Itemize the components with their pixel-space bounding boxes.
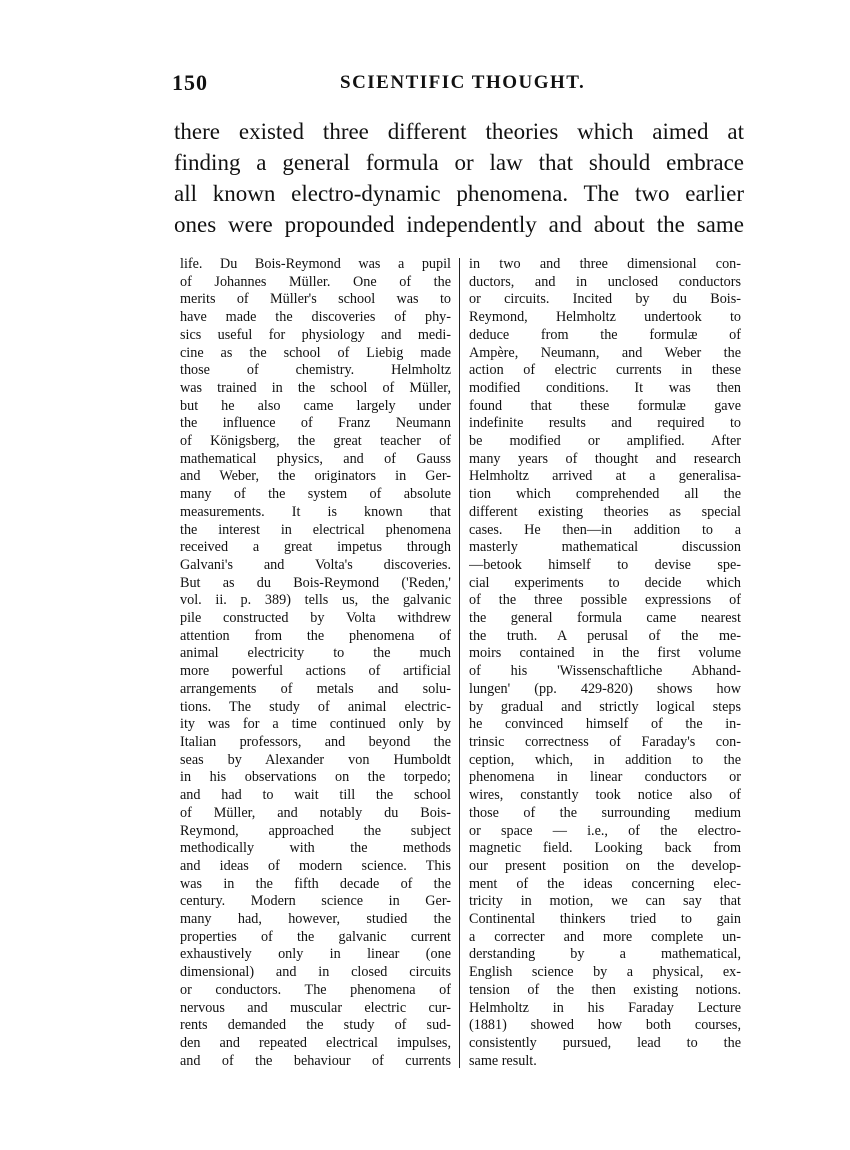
text-line: But as du Bois-Reymond ('Reden,' xyxy=(180,574,451,591)
text-line: of Johannes Müller. One of the xyxy=(180,273,451,290)
text-line: different existing theories as special xyxy=(469,503,741,520)
text-line: Helmholtz arrived at a generalisa- xyxy=(469,468,741,485)
text-line: lungen' (pp. 429-820) shows how xyxy=(469,680,741,697)
text-line: dimensional) and in closed circuits xyxy=(180,964,451,981)
text-line: tions. The study of animal electric- xyxy=(180,698,451,715)
text-line: found that these formulæ gave xyxy=(469,397,741,414)
text-line: arrangements of metals and solu- xyxy=(180,680,451,697)
page-number: 150 xyxy=(172,70,208,95)
text-line: and Weber, the originators in Ger- xyxy=(180,468,451,485)
text-line: cases. He then—in addition to a xyxy=(469,521,741,538)
text-line: Helmholtz in his Faraday Lecture xyxy=(469,999,741,1016)
text-line: English science by a physical, ex- xyxy=(469,964,741,981)
text-line: many had, however, studied the xyxy=(180,911,451,928)
text-line: life. Du Bois-Reymond was a pupil xyxy=(180,256,451,272)
text-line: ity was for a time continued only by xyxy=(180,716,451,733)
text-line: a correcter and more complete un- xyxy=(469,928,741,945)
text-line: and had to wait till the school xyxy=(180,787,451,804)
text-line: magnetic field. Looking back from xyxy=(469,840,741,857)
text-line: rents demanded the study of sud- xyxy=(180,1017,451,1034)
text-line: indefinite results and required to xyxy=(469,415,741,432)
text-line: den and repeated electrical impulses, xyxy=(180,1034,451,1051)
text-line: by gradual and strictly logical steps xyxy=(469,698,741,715)
text-line: Ampère, Neumann, and Weber the xyxy=(469,344,741,361)
running-title: SCIENTIFIC THOUGHT. xyxy=(340,72,586,93)
text-line: received a great impetus through xyxy=(180,539,451,556)
text-line: measurements. It is known that xyxy=(180,503,451,520)
intro-line: all known electro-dynamic phenomena. The two earlier xyxy=(174,181,744,206)
text-line: masterly mathematical discussion xyxy=(469,539,741,556)
text-line: properties of the galvanic current xyxy=(180,928,451,945)
intro-line: ones were propounded independently and about the same xyxy=(174,212,744,237)
text-line: Reymond, Helmholtz undertook to xyxy=(469,309,741,326)
text-line: the general formula came nearest xyxy=(469,610,741,627)
text-line: —betook himself to devise spe- xyxy=(469,556,741,573)
text-line: seas by Alexander von Humboldt xyxy=(180,751,451,768)
text-line: (1881) showed how both courses, xyxy=(469,1017,741,1034)
text-line: vol. ii. p. 389) tells us, the galvanic xyxy=(180,592,451,609)
text-line: of Königsberg, the great teacher of xyxy=(180,433,451,450)
text-line: our present position on the develop- xyxy=(469,857,741,874)
text-line: pile constructed by Volta withdrew xyxy=(180,610,451,627)
text-line: Continental thinkers tried to gain xyxy=(469,911,741,928)
text-line: have made the discoveries of phy- xyxy=(180,309,451,326)
text-line: mathematical physics, and of Gauss xyxy=(180,450,451,467)
text-line: many of the system of absolute xyxy=(180,486,451,503)
text-line: or space — i.e., of the electro- xyxy=(469,822,741,839)
text-line: or circuits. Incited by du Bois- xyxy=(469,291,741,308)
text-line: merits of Müller's school was to xyxy=(180,291,451,308)
text-line: sics useful for physiology and medi- xyxy=(180,326,451,343)
text-line: and of the behaviour of currents xyxy=(180,1052,451,1069)
text-line: or conductors. The phenomena of xyxy=(180,981,451,998)
text-line: those of the surrounding medium xyxy=(469,804,741,821)
text-line: ception, which, in addition to the xyxy=(469,751,741,768)
text-line: derstanding by a mathematical, xyxy=(469,946,741,963)
text-line: deduce from the formulæ of xyxy=(469,326,741,343)
text-line: trinsic correctness of Faraday's con- xyxy=(469,733,741,750)
text-line: those of chemistry. Helmholtz xyxy=(180,362,451,379)
text-line: Italian professors, and beyond the xyxy=(180,733,451,750)
text-line: ductors, and in unclosed conductors xyxy=(469,273,741,290)
text-line: the interest in electrical phenomena xyxy=(180,521,451,538)
two-column-body xyxy=(180,256,750,1076)
text-line: attention from the phenomena of xyxy=(180,627,451,644)
intro-paragraph xyxy=(174,116,744,240)
text-line: Reymond, approached the subject xyxy=(180,822,451,839)
intro-line: there existed three different theories which aimed at xyxy=(174,119,744,144)
text-line: action of electric currents in these xyxy=(469,362,741,379)
text-line: the influence of Franz Neumann xyxy=(180,415,451,432)
text-line: moirs contained in the first volume xyxy=(469,645,741,662)
text-line: more powerful actions of artificial xyxy=(180,663,451,680)
text-line: in his observations on the torpedo; xyxy=(180,769,451,786)
running-head xyxy=(172,70,752,100)
text-line: century. Modern science in Ger- xyxy=(180,893,451,910)
intro-line: finding a general formula or law that should embrace xyxy=(174,150,744,175)
text-line: methodically with the methods xyxy=(180,840,451,857)
left-column xyxy=(180,256,451,1070)
text-line: tricity in motion, we can say that xyxy=(469,893,741,910)
text-line: nervous and muscular electric cur- xyxy=(180,999,451,1016)
text-line: but he also came largely under xyxy=(180,397,451,414)
text-line: ment of the ideas concerning elec- xyxy=(469,875,741,892)
text-line: of Müller, and notably du Bois- xyxy=(180,804,451,821)
text-line: he convinced himself of the in- xyxy=(469,716,741,733)
text-line: same result. xyxy=(469,1052,537,1069)
text-line: Galvani's and Volta's discoveries. xyxy=(180,556,451,573)
text-line: modified conditions. It was then xyxy=(469,379,741,396)
text-line: consistently pursued, lead to the xyxy=(469,1034,741,1051)
text-line: the truth. A perusal of the me- xyxy=(469,627,741,644)
text-line: tension of the then existing notions. xyxy=(469,981,741,998)
text-line: cine as the school of Liebig made xyxy=(180,344,451,361)
text-line: of his 'Wissenschaftliche Abhand- xyxy=(469,663,741,680)
text-line: many years of thought and research xyxy=(469,450,741,467)
text-line: tion which comprehended all the xyxy=(469,486,741,503)
right-column xyxy=(469,256,741,1070)
text-line: phenomena in linear conductors or xyxy=(469,769,741,786)
text-line: cial experiments to decide which xyxy=(469,574,741,591)
text-line: was in the fifth decade of the xyxy=(180,875,451,892)
text-line: was trained in the school of Müller, xyxy=(180,379,451,396)
text-line: of the three possible expressions of xyxy=(469,592,741,609)
text-line: exhaustively only in linear (one xyxy=(180,946,451,963)
text-line: in two and three dimensional con- xyxy=(469,256,741,272)
text-line: wires, constantly took notice also of xyxy=(469,787,741,804)
column-divider xyxy=(459,258,460,1068)
text-line: animal electricity to the much xyxy=(180,645,451,662)
text-line: be modified or amplified. After xyxy=(469,433,741,450)
text-line: and ideas of modern science. This xyxy=(180,857,451,874)
